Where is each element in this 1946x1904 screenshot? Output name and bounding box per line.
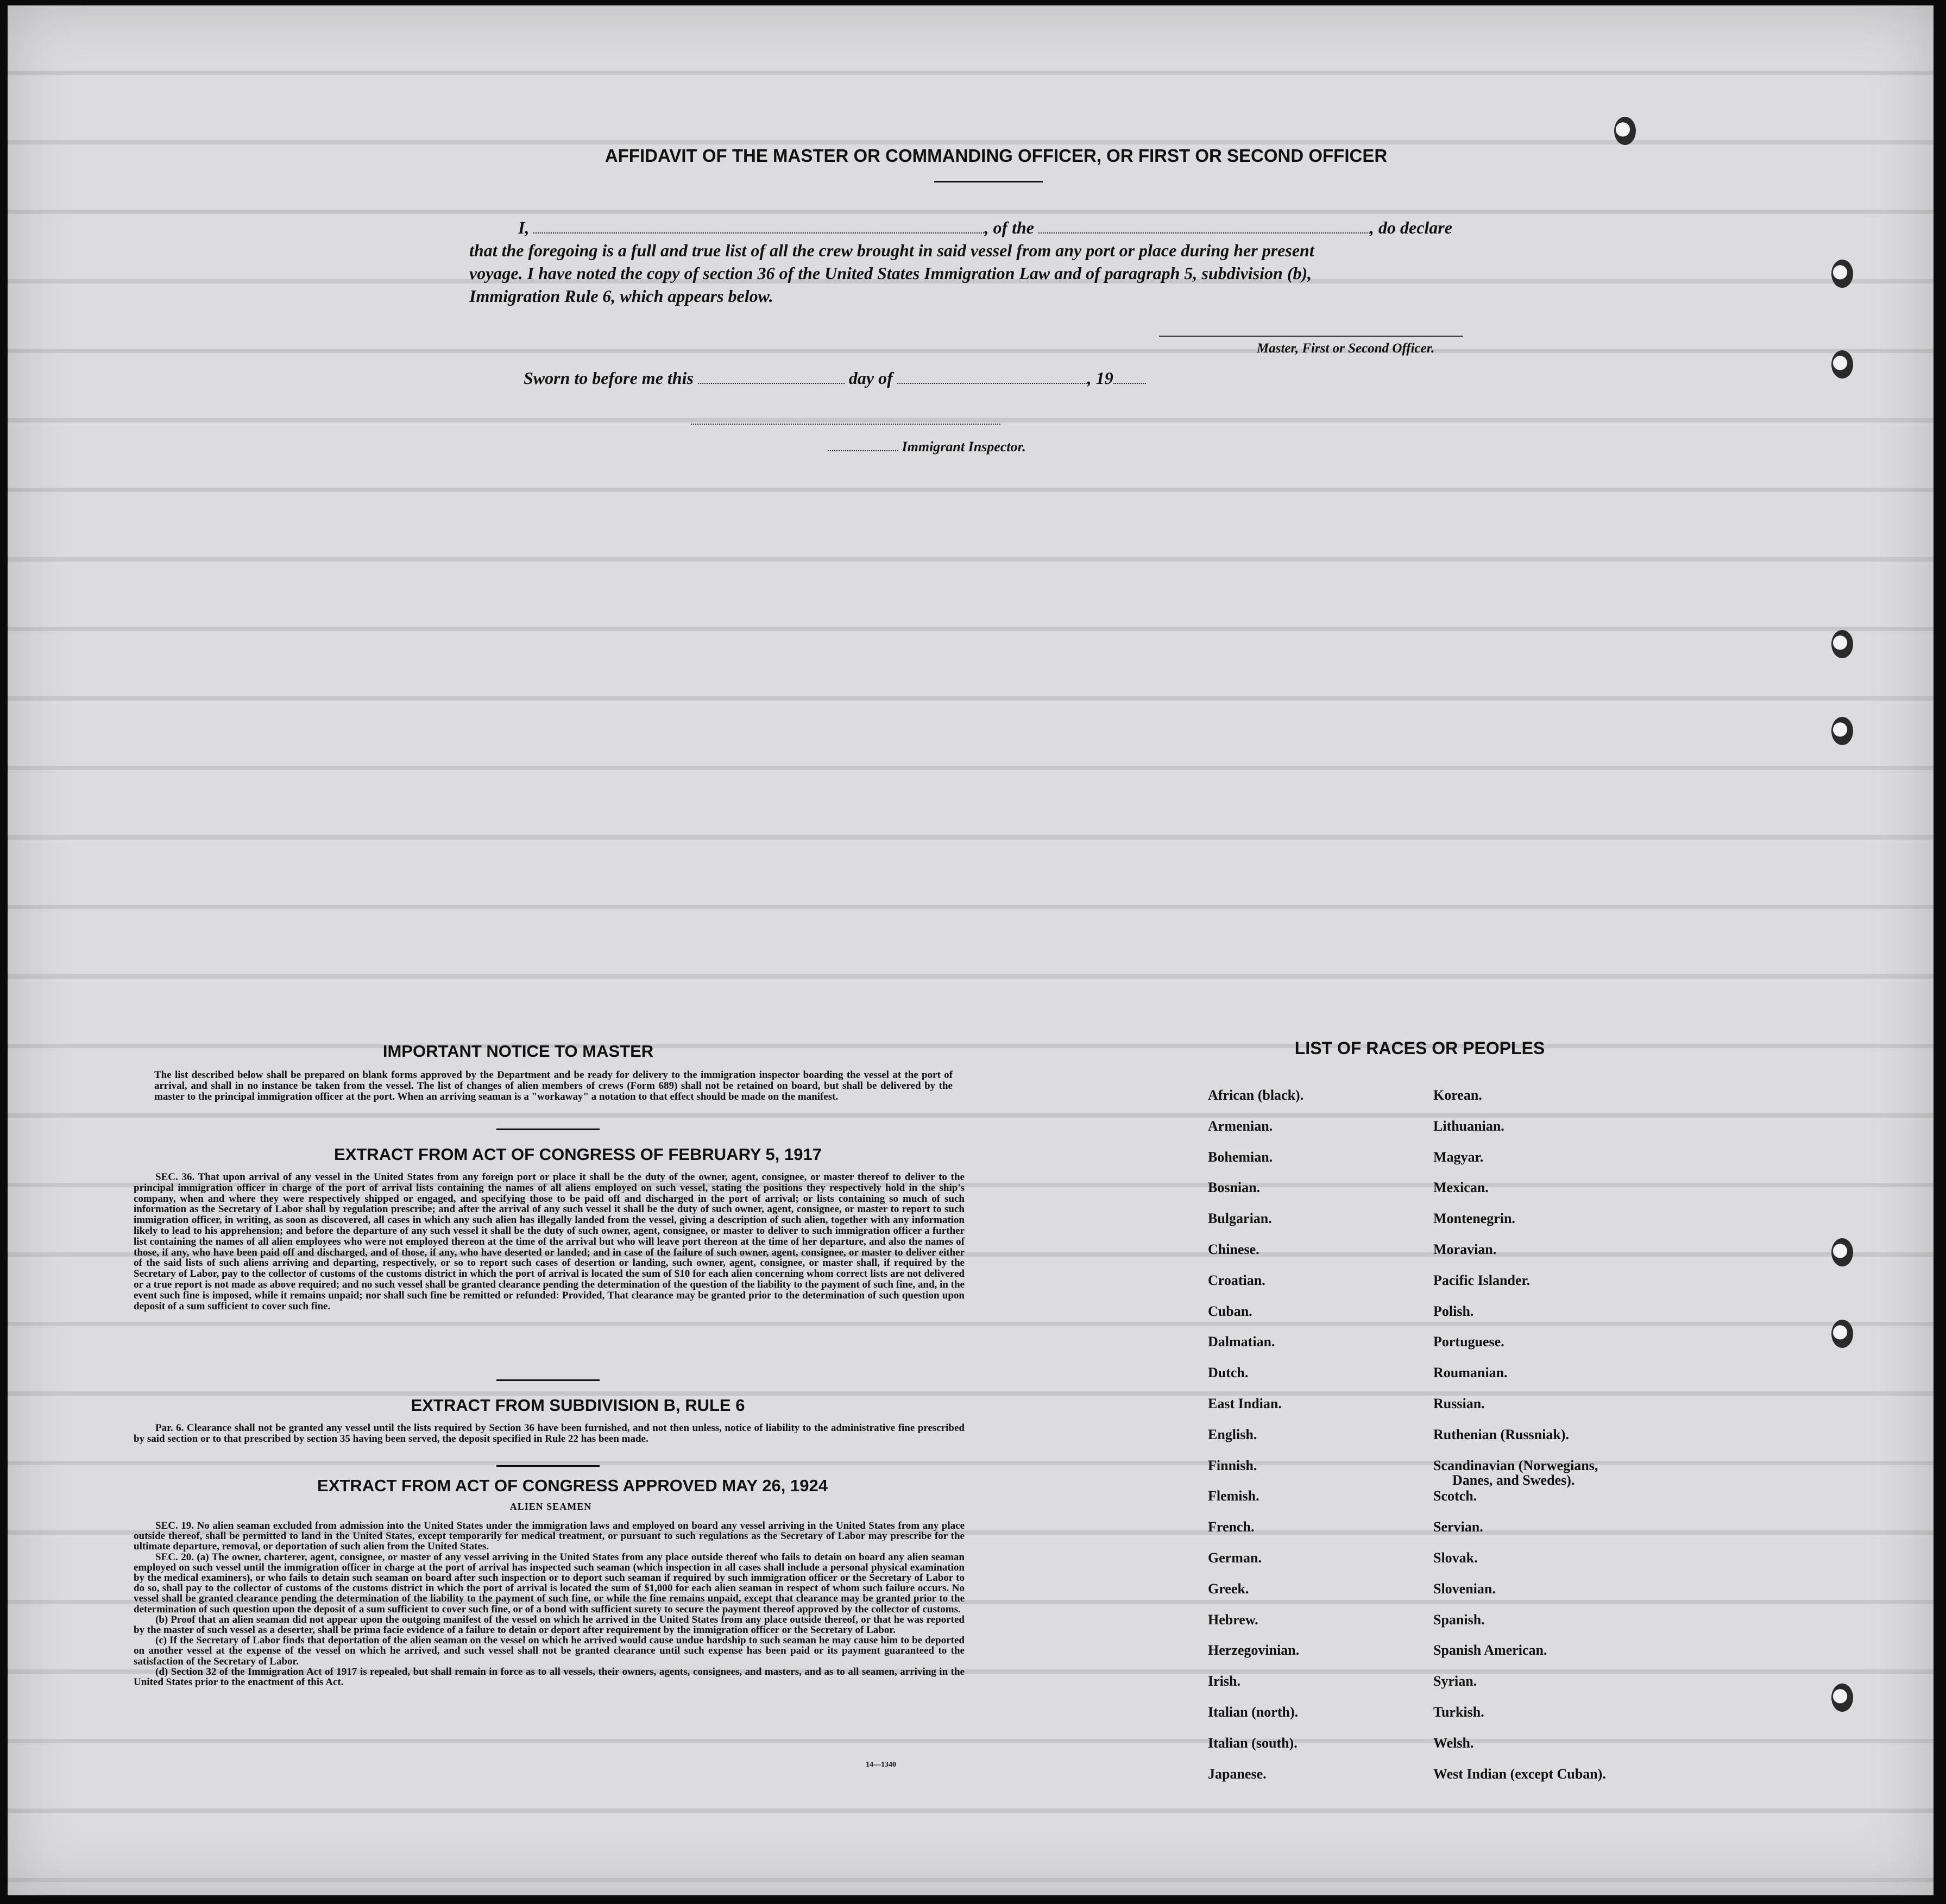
sec-20b-text: (b) Proof that an alien seaman did not appear upon the outgoing manifest of the vessel on which he arrived in the United States from any place outside thereof, or that he was reported by the master of such vessel as a deserter, shall be prima facie evidence of a failure to detain or deport after requirement by the immigration officer or the Secretary of Labor. [134, 1613, 965, 1636]
race-item-right: Spanish American. [1433, 1642, 1547, 1659]
affidavit-i-label: I, [518, 218, 530, 237]
sec-20a-text: SEC. 20. (a) The owner, charterer, agent, consignee, or master of any vessel arriving in the United States from any place outside thereof who fails to detain on board any alien seaman employed on such vessel until the immigration officer in charge at the port of arrival has inspected such seaman (which inspection in all cases shall include a personal physical examination by the medical examiners), or who fails to detain such seaman on board after such inspection or to deport such seaman if required by such immigration officer or the Secretary of Labor to do so, shall pay to the collector of customs of the customs district in which the port of arrival is located the sum of $1,000 for each alien seaman in respect of whom such failure occurs. No vessel shall be granted clearance pending the determination of the liability to the payment of such fine, or while the fine remains unpaid, except that clearance may be granted prior to the determination of such question upon the deposit of a sum sufficient to cover such fine, or of a bond with sufficient surety to secure the payment thereof approved by the collector of customs. [134, 1551, 965, 1615]
do-declare-label: , do declare [1370, 218, 1452, 237]
extract-1917-divider [496, 1379, 600, 1381]
extract-1924-title: EXTRACT FROM ACT OF CONGRESS APPROVED MAY 26, 1924 [317, 1476, 828, 1495]
manifest-page [8, 5, 1934, 1895]
race-item-left: African (black). [1208, 1087, 1304, 1103]
extract-1917-title: EXTRACT FROM ACT OF CONGRESS OF FEBRUARY 5, 1917 [334, 1145, 822, 1164]
vessel-name-field[interactable] [1038, 232, 1370, 234]
race-item-left: Bosnian. [1208, 1180, 1261, 1196]
race-item-right: Portuguese. [1433, 1334, 1504, 1350]
punch-hole [1831, 630, 1853, 658]
affidavit-title: AFFIDAVIT OF THE MASTER OR COMMANDING OFFICER, OR FIRST OR SECOND OFFICER [604, 146, 1388, 166]
race-item-right: Mexican. [1433, 1180, 1489, 1196]
race-item-right: West Indian (except Cuban). [1433, 1766, 1606, 1782]
rule6-title: EXTRACT FROM SUBDIVISION B, RULE 6 [411, 1396, 745, 1415]
inspector-dash [828, 450, 898, 451]
race-item-right: Spanish. [1433, 1611, 1485, 1628]
race-item-right: Lithuanian. [1433, 1118, 1504, 1134]
race-item-right: Scotch. [1433, 1488, 1477, 1504]
race-item-right: Moravian. [1433, 1241, 1497, 1257]
race-item-right: Ruthenian (Russniak). [1433, 1426, 1569, 1442]
sworn-label: Sworn to before me this [524, 368, 694, 388]
race-item-left: English. [1208, 1426, 1257, 1442]
punch-hole [1831, 260, 1853, 288]
sec-20d-text: (d) Section 32 of the Immigration Act of 1917 is repealed, but shall remain in force as to all vessels, their owners, agents, consignees, and masters, and as to all seamen, arriving in the United States prior to the enactment of this Act. [134, 1666, 965, 1688]
day-of-label: day of [848, 368, 893, 388]
punch-hole [1831, 1238, 1853, 1266]
race-item-right: Polish. [1433, 1303, 1474, 1319]
alien-seamen-subtitle: ALIEN SEAMEN [509, 1501, 592, 1512]
race-item-left: Italian (north). [1208, 1704, 1299, 1720]
race-item-right: Korean. [1433, 1087, 1482, 1103]
extract-1917-body: SEC. 36. That upon arrival of any vessel in the United States from any foreign port or place it shall be the duty of the owner, agent, consignee, or master thereof to deliver to the principal immigration officer in charge of the port of arrival lists containing the names of all aliens employed on such vessel, stating the positions they respectively hold in the ship's company, when and where they were respectively shipped or engaged, and specifying those to be paid off and discharged in the port of arrival; or lists containing so much of such information as the Secretary of Labor shall by regulation prescribe; and after the arrival of any such vessel it shall be the duty of such owner, agent, consignee, or master to report to such immigration officer, in writing, as soon as discovered, all cases in which any such alien has illegally landed from the vessel, giving a description of such alien, together with any information likely to lead to his apprehension; and before the departure of any such vessel it shall be the duty of such owner, agent, consignee, or master to deliver to such immigration officer a further list containing the names of all alien employees who were not employed thereon at the time of the arrival but who will leave port thereon at the time of her departure, and also the names of those, if any, who have been paid off and discharged, and of those, if any, who have deserted or landed; and in case of the failure of such owner, agent, consignee, or master to deliver either of the said lists of such aliens arriving and departing, respectively, or so to report such cases of desertion or landing, such owner, agent, consignee, or master shall, if required by the Secretary of Labor, pay to the collector of customs of the customs district in which the port of arrival is located the sum of $10 for each alien concerning whom correct lists are not delivered or a true report is not made as above required; and no such vessel shall be granted clearance pending the determination of the question of the liability to the payment of such fine, and, in the event such fine is imposed, while it remains unpaid; nor shall such fine be remitted or refunded: Provided, That clearance may be granted prior to the determination of such question upon deposit of a sum sufficient to cover such fine. [134, 1171, 965, 1312]
punch-hole [1831, 1320, 1853, 1348]
sworn-year-field[interactable] [1113, 383, 1146, 384]
inspector-line [828, 439, 1026, 455]
form-number: 14—1340 [866, 1761, 896, 1769]
extract-1924-body [134, 1521, 965, 1687]
declaration-line-4: Immigration Rule 6, which appears below. [469, 286, 773, 306]
race-item-left: Bulgarian. [1208, 1211, 1272, 1227]
race-item-left: Dutch. [1208, 1365, 1249, 1381]
race-item-right: Welsh. [1433, 1735, 1474, 1751]
race-item-left: Irish. [1208, 1673, 1240, 1689]
year-label: , 19 [1087, 368, 1113, 388]
race-item-right: Slovenian. [1433, 1580, 1496, 1597]
race-item-right: Servian. [1433, 1519, 1483, 1535]
race-item-left: Flemish. [1208, 1488, 1259, 1504]
inspector-signature-field[interactable] [691, 424, 1000, 425]
race-item-left: Chinese. [1208, 1241, 1259, 1257]
race-item-left: Finnish. [1208, 1457, 1257, 1473]
rule6-divider [496, 1465, 600, 1467]
sworn-month-field[interactable] [897, 383, 1087, 384]
race-item-left: Hebrew. [1208, 1611, 1258, 1628]
race-item-left: French. [1208, 1519, 1255, 1535]
punch-hole [1831, 717, 1853, 745]
race-item-left: Armenian. [1208, 1118, 1273, 1134]
race-item-left: Japanese. [1208, 1766, 1267, 1782]
race-item-left: Greek. [1208, 1580, 1249, 1597]
notice-divider [496, 1128, 600, 1130]
race-item-right: Magyar. [1433, 1149, 1484, 1165]
race-item-right: Syrian. [1433, 1673, 1477, 1689]
declaration-line-3: voyage. I have noted the copy of section 36 of the United States Immigration Law and of paragraph 5, subdivision (b), [469, 263, 1312, 283]
race-item-left: Croatian. [1208, 1272, 1265, 1288]
race-item-left: Bohemian. [1208, 1149, 1273, 1165]
of-the-label: , of the [984, 218, 1034, 237]
race-item-right: Turkish. [1433, 1704, 1484, 1720]
affidavit-declaration [469, 216, 1523, 307]
notice-title: IMPORTANT NOTICE TO MASTER [382, 1042, 654, 1061]
sec-20c-text: (c) If the Secretary of Labor finds that deportation of the alien seaman on the vessel on which he arrived would cause undue hardship to such seaman he may cause him to be deported on another vessel at the expense of the vessel on which he arrived, and such vessel shall not be granted clearance until such expense has been paid or its payment guaranteed to the satisfaction of the Secretary of Labor. [134, 1635, 965, 1667]
race-item-right: Montenegrin. [1433, 1211, 1515, 1227]
race-item-left: Dalmatian. [1208, 1334, 1275, 1350]
punch-hole [1614, 117, 1636, 145]
race-item-left: Herzegovinian. [1208, 1642, 1300, 1659]
race-item-right: Danes, and Swedes). [1452, 1472, 1575, 1488]
master-signature-label: Master, First or Second Officer. [1257, 341, 1435, 356]
sec-19-text: SEC. 19. No alien seaman excluded from admission into the United States under the immigration laws and employed on board any vessel arriving in the United States from any place outside thereof, shall be permitted to land in the United States, except temporarily for medical treatment, or pursuant to such regulations as the Secretary of Labor may prescribe for the ultimate departure, removal, or deportation of such alien from the United States. [134, 1520, 965, 1553]
master-signature-field[interactable] [1159, 336, 1463, 337]
officer-name-field[interactable] [533, 232, 984, 234]
races-title: LIST OF RACES OR PEOPLES [1294, 1038, 1545, 1058]
sworn-day-field[interactable] [698, 383, 845, 384]
race-item-right: Russian. [1433, 1396, 1485, 1411]
race-item-right: Pacific Islander. [1433, 1272, 1531, 1288]
race-item-left: Cuban. [1208, 1303, 1252, 1319]
race-item-left: East Indian. [1208, 1396, 1282, 1411]
sworn-line [524, 368, 1146, 388]
notice-body: The list described below shall be prepared on blank forms approved by the Department and be ready for delivery to the immigration inspector boarding the vessel at the port of arrival, and shall in no instance be taken from the vessel. The list of changes of alien members of crews (Form 689) shall not be retained on board, but shall be delivered by the master to the principal immigration officer at the port. When an arriving seaman is a "workaway" a notation to that effect should be made on the manifest. [154, 1069, 953, 1102]
race-item-right: Scandinavian (Norwegians, [1433, 1457, 1598, 1473]
race-item-left: German. [1208, 1550, 1262, 1566]
punch-hole [1831, 350, 1853, 379]
punch-hole [1831, 1684, 1853, 1712]
inspector-signature-label: Immigrant Inspector. [902, 439, 1026, 455]
race-item-right: Slovak. [1433, 1550, 1478, 1566]
race-item-right: Roumanian. [1433, 1365, 1508, 1381]
race-item-left: Italian (south). [1208, 1735, 1298, 1751]
title-divider [934, 181, 1043, 182]
rule6-body: Par. 6. Clearance shall not be granted any vessel until the lists required by Section 36 have been furnished, and not then unless, notice of liability to the administrative fine prescribed by said section or to that prescribed by section 35 having been served, the deposit specified in Rule 22 has been made. [134, 1422, 965, 1445]
declaration-line-2: that the foregoing is a full and true list of all the crew brought in said vessel from any port or place during her present [469, 241, 1314, 260]
